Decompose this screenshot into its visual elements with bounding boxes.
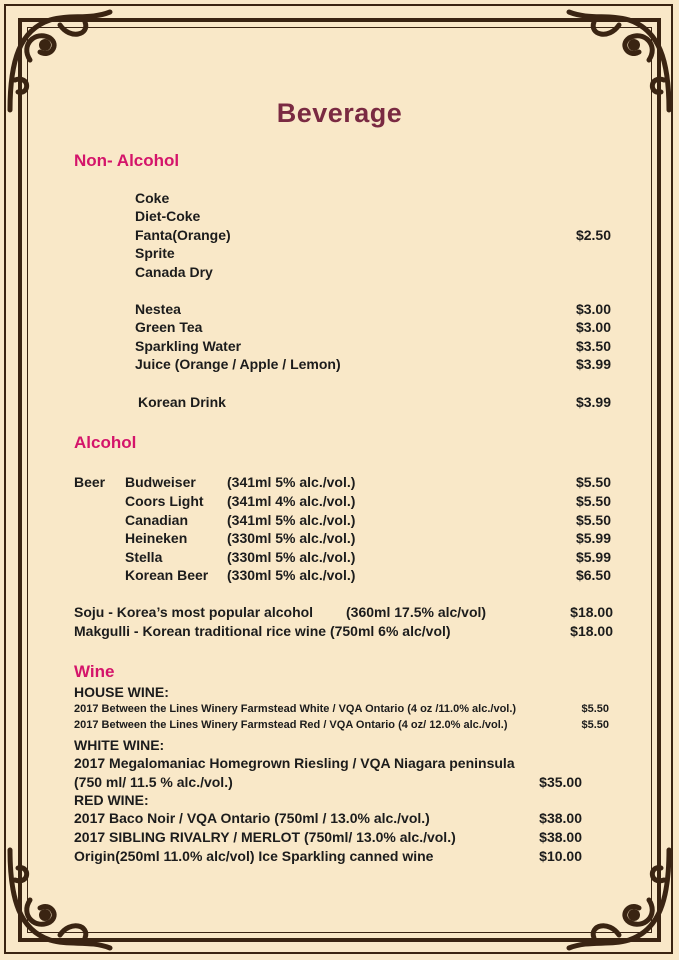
beer-name: Coors Light <box>125 493 204 509</box>
menu-price: $3.00 <box>575 319 611 335</box>
menu-price: $6.50 <box>575 567 611 583</box>
beer-name: Heineken <box>125 530 188 546</box>
menu-item: Green Tea <box>135 319 203 335</box>
menu-item: 2017 Megalomaniac Homegrown Riesling / VQA Niagara peninsula <box>74 755 515 771</box>
menu-price: $5.99 <box>575 530 611 546</box>
page-title: Beverage <box>276 98 403 128</box>
menu-price: $5.99 <box>575 549 611 565</box>
menu-price: $38.00 <box>539 829 582 845</box>
section-heading-wine: Wine <box>74 662 115 681</box>
menu-price: $5.50 <box>581 703 609 715</box>
menu-item: Makgulli - Korean traditional rice wine (750ml 6% alc/vol) <box>74 623 451 639</box>
menu-price: $18.00 <box>570 623 613 639</box>
menu-price: $3.99 <box>575 394 611 410</box>
beer-label: Beer <box>74 474 106 490</box>
beer-spec: (330ml 5% alc./vol.) <box>227 549 356 565</box>
menu-item: Coke <box>135 190 170 206</box>
menu-price: $38.00 <box>539 810 582 826</box>
menu-item: 2017 SIBLING RIVALRY / MERLOT (750ml/ 13.0% alc./vol.) <box>74 829 456 845</box>
menu-price: $5.50 <box>575 512 611 528</box>
beer-spec: (330ml 5% alc./vol.) <box>227 530 356 546</box>
menu-item: 2017 Between the Lines Winery Farmstead White / VQA Ontario (4 oz /11.0% alc./vol.) <box>74 703 517 715</box>
menu-price: $18.00 <box>570 604 613 620</box>
wine-category-label: HOUSE WINE: <box>74 684 169 700</box>
menu-item: Sparkling Water <box>135 338 242 354</box>
beer-spec: (341ml 5% alc./vol.) <box>227 512 356 528</box>
menu-item: 2017 Between the Lines Winery Farmstead Red / VQA Ontario (4 oz/ 12.0% alc./vol.) <box>74 719 508 731</box>
beer-name: Stella <box>125 549 163 565</box>
beer-spec: (330ml 5% alc./vol.) <box>227 567 356 583</box>
menu-item: Sprite <box>135 245 175 261</box>
menu-item-spec: (360ml 17.5% alc/vol) <box>346 604 487 620</box>
menu-item: Soju - Korea’s most popular alcohol <box>74 604 314 620</box>
beer-name: Korean Beer <box>125 567 209 583</box>
wine-category-label: RED WINE: <box>74 792 149 808</box>
menu-price: $3.99 <box>575 356 611 372</box>
menu-item: Canada Dry <box>135 264 213 280</box>
section-heading-alcohol: Alcohol <box>74 433 137 452</box>
menu-price: $2.50 <box>575 227 611 243</box>
menu-price: $5.50 <box>581 719 609 731</box>
menu-item: Nestea <box>135 301 181 317</box>
menu-price: $3.00 <box>575 301 611 317</box>
menu-item: (750 ml/ 11.5 % alc./vol.) <box>74 774 233 790</box>
menu-item: Juice (Orange / Apple / Lemon) <box>135 356 341 372</box>
menu-price: $3.50 <box>575 338 611 354</box>
menu-item: Diet-Coke <box>135 208 201 224</box>
beer-spec: (341ml 5% alc./vol.) <box>227 474 356 490</box>
wine-category-label: WHITE WINE: <box>74 737 165 753</box>
menu-item: 2017 Baco Noir / VQA Ontario (750ml / 13.0% alc./vol.) <box>74 810 430 826</box>
menu-item: Fanta(Orange) <box>135 227 231 243</box>
menu-price: $5.50 <box>575 474 611 490</box>
section-heading-non-alcohol: Non- Alcohol <box>74 151 180 170</box>
menu-price: $10.00 <box>539 848 582 864</box>
beer-name: Canadian <box>125 512 189 528</box>
beer-name: Budweiser <box>125 474 196 490</box>
beer-spec: (341ml 4% alc./vol.) <box>227 493 356 509</box>
menu-item: Korean Drink <box>138 394 226 410</box>
menu-item: Origin(250ml 11.0% alc/vol) Ice Sparkling canned wine <box>74 848 434 864</box>
menu-price: $5.50 <box>575 493 611 509</box>
menu-price: $35.00 <box>539 774 582 790</box>
